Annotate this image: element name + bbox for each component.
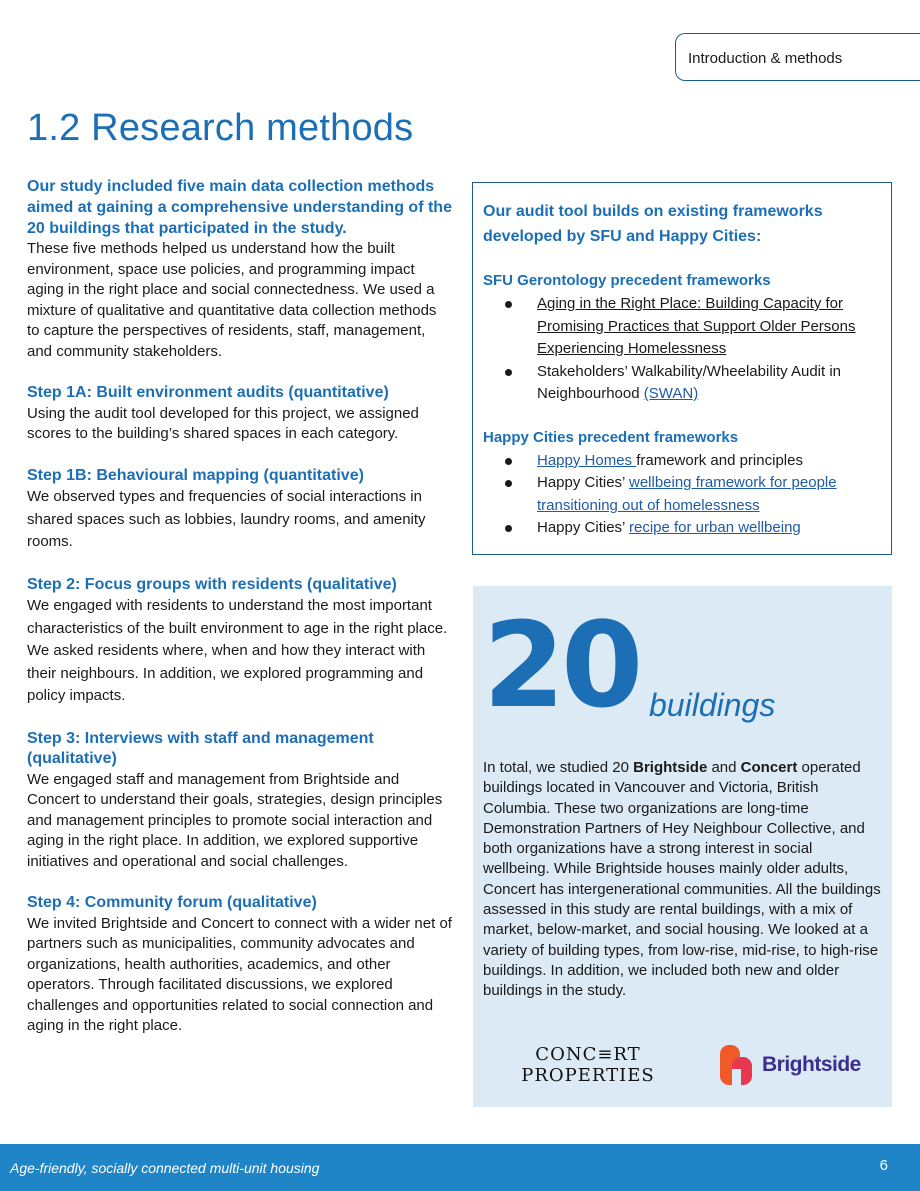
stat-text-and: and	[707, 759, 741, 776]
step-3-body: We engaged staff and management from Brightside and Concert to understand their goals, strategies, design principles and management principles to promote social interaction and aging in the right place. In addition, we explored supportive initiatives and operational and social challenges.	[27, 770, 443, 870]
org-concert: Concert	[740, 759, 798, 776]
buildings-description	[483, 758, 883, 1002]
footer-title: Age-friendly, socially connected multi-unit housing	[10, 1160, 320, 1176]
step-1a-body: Using the audit tool developed for this project, we assigned scores to the building’s shared spaces in each category.	[27, 404, 419, 442]
footer-bar	[0, 1144, 920, 1191]
list-item	[483, 293, 881, 361]
brightside-mark-icon	[718, 1041, 756, 1089]
org-brightside: Brightside	[633, 759, 708, 776]
happy-cities-frameworks-list	[483, 450, 881, 540]
concert-properties-logo	[513, 1044, 663, 1086]
list-item	[483, 450, 881, 473]
section-tab	[675, 33, 920, 81]
brightside-logo-word: Brightside	[762, 1053, 861, 1076]
buildings-stat-panel	[473, 586, 892, 1107]
step-1b-heading: Step 1B: Behavioural mapping (quantitative)	[27, 466, 364, 484]
brightside-logo	[718, 1039, 861, 1091]
step-4-body: We invited Brightside and Concert to connect with a wider net of partners such as municipalities, community advocates and organizations, health authorities, academics, and other operators. Through facilitated discussions, we explored challenges and opportunities related to social connection and aging in the right place.	[27, 914, 452, 1034]
frameworks-box	[472, 182, 892, 555]
wellbeing-framework-link[interactable]: wellbeing framework for people transitioning out of homelessness	[537, 474, 837, 514]
methods-column	[27, 176, 452, 1037]
recipe-urban-wellbeing-link[interactable]: recipe for urban wellbeing	[628, 519, 801, 536]
page-number: 6	[879, 1157, 888, 1174]
happy-homes-link[interactable]: Happy Homes	[537, 451, 637, 469]
recipe-text: Happy Cities’	[537, 519, 629, 536]
happy-cities-frameworks-heading: Happy Cities precedent frameworks	[483, 428, 739, 446]
list-item	[483, 472, 881, 517]
swan-text: Stakeholders’ Walkability/Wheelability Audit in Neighbourhood	[537, 362, 842, 402]
step-4-heading: Step 4: Community forum (qualitative)	[27, 894, 317, 911]
step-3-heading: Step 3: Interviews with staff and management (qualitative)	[27, 729, 374, 767]
intro-body: These five methods helped us understand how the built environment, space use policies, and programming impact aging in the right place and social connectedness. We used a mixture of qualitative and quantitative data collection methods to capture the perspectives of residents, staff, management, and community stakeholders.	[27, 240, 437, 360]
step-2-heading: Step 2: Focus groups with residents (qualitative)	[27, 575, 397, 593]
buildings-count: 20	[483, 596, 640, 734]
page-title: 1.2 Research methods	[27, 107, 414, 149]
buildings-unit: buildings	[649, 687, 776, 723]
concert-logo-line1: CONC≡RT	[535, 1044, 641, 1065]
step-1b-body: We observed types and frequencies of social interactions in shared spaces such as lobbies, laundry rooms, and amenity rooms.	[27, 488, 426, 550]
frameworks-title: Our audit tool builds on existing frameworks developed by SFU and Happy Cities:	[483, 203, 823, 245]
swan-link[interactable]: (SWAN)	[643, 385, 699, 402]
section-tab-label: Introduction & methods	[688, 50, 843, 67]
list-item	[483, 517, 881, 540]
intro-lead: Our study included five main data collection methods aimed at gaining a comprehensive understanding of the 20 buildings that participated in the study.	[27, 178, 452, 237]
stat-text-pre: In total, we studied 20	[483, 759, 634, 776]
list-item	[483, 361, 881, 406]
aging-right-place-link[interactable]: Aging in the Right Place: Building Capacity for Promising Practices that Support Older Persons Experiencing Homelessness	[537, 295, 856, 357]
step-1a-heading: Step 1A: Built environment audits (quantitative)	[27, 384, 389, 401]
concert-logo-line2: PROPERTIES	[521, 1065, 655, 1086]
stat-text-post: operated buildings located in Vancouver and Victoria, British Columbia. These two organizations are long-time Demonstration Partners of Hey Neighbour Collective, and both organizations have a strong interest in social wellbeing. While Brightside houses mainly older adults, Concert has intergenerational communities. All the buildings assessed in this study are rental buildings, with a mix of market, below-market, and social housing. We looked at a variety of building types, from low-rise, mid-rise, to high-rise buildings. In addition, we included both new and older buildings in the study.	[483, 759, 881, 1000]
sfu-frameworks-heading: SFU Gerontology precedent frameworks	[483, 272, 771, 289]
sfu-frameworks-list	[483, 293, 881, 406]
step-2-body: We engaged with residents to understand the most important characteristics of the built environment to age in the right place. We asked residents where, when and how they interact with their neighbours. In addition, we explored programming and policy impacts.	[27, 597, 448, 704]
wellbeing-framework-text: Happy Cities’	[537, 474, 629, 491]
happy-homes-text: framework and principles	[636, 451, 803, 469]
